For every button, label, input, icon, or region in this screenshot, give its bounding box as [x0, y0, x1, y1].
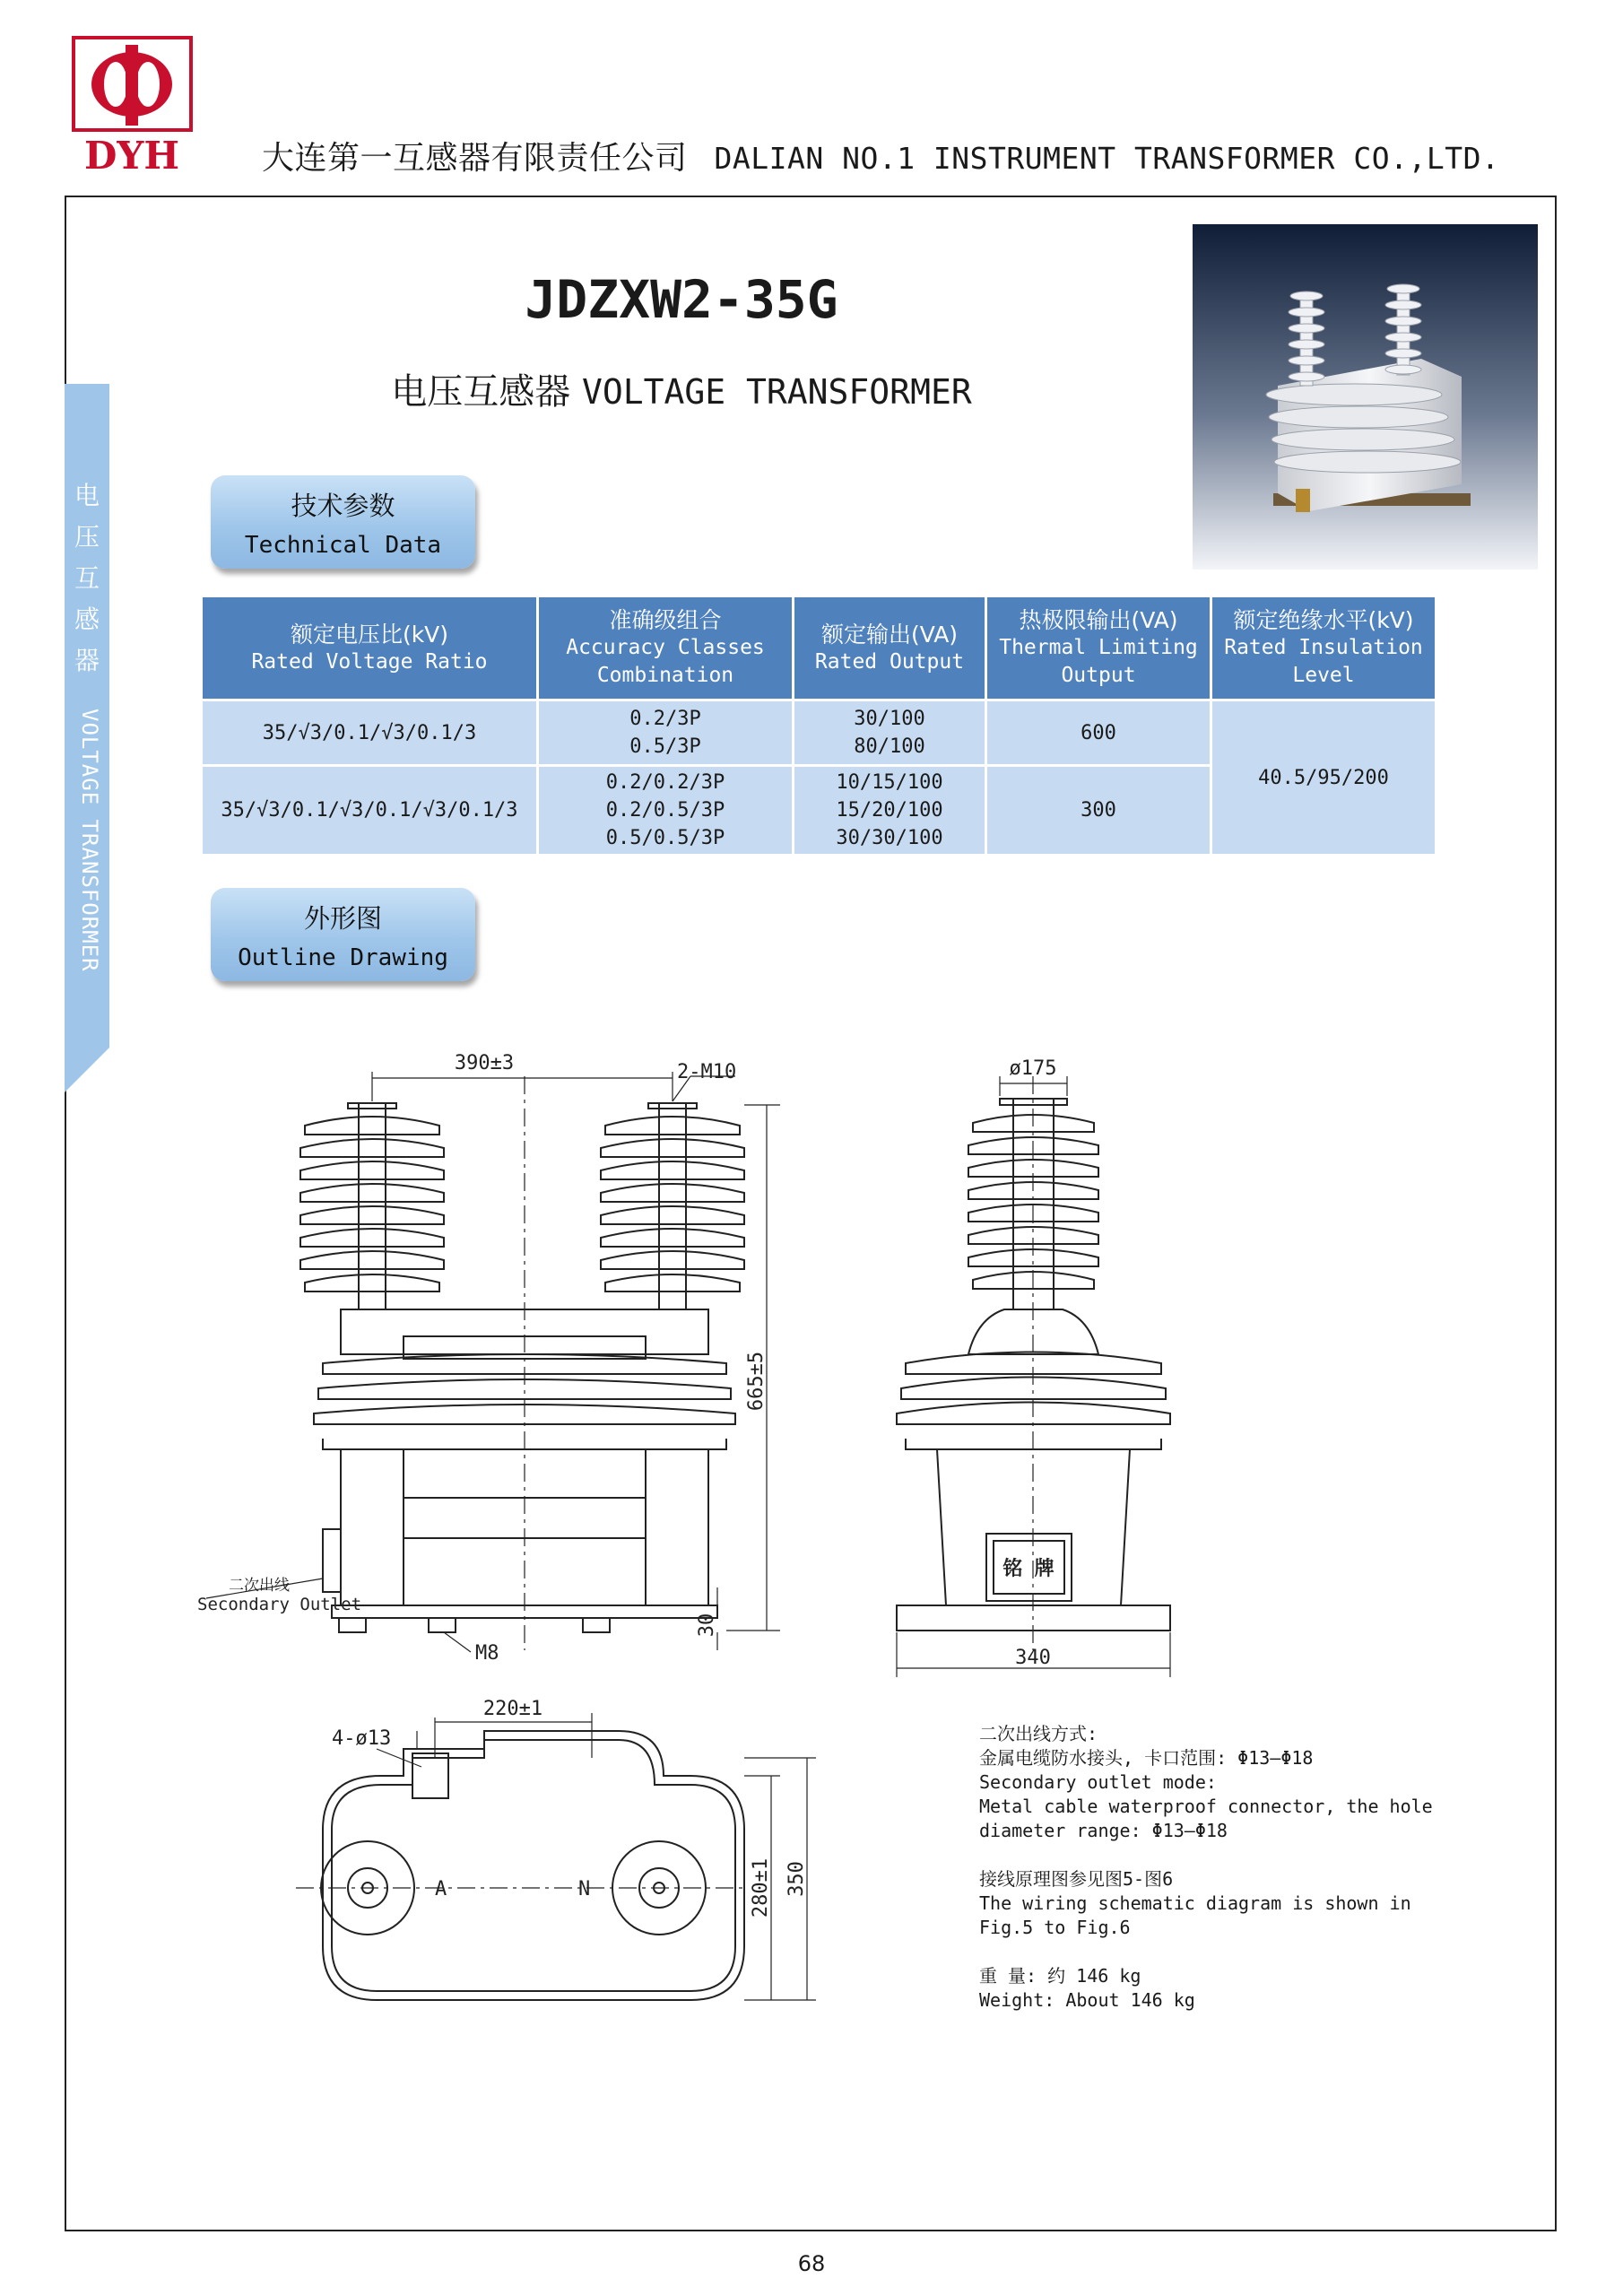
company-name-en: DALIAN NO.1 INSTRUMENT TRANSFORMER CO.,LTD. — [714, 141, 1500, 176]
secondary-outlet-cn: 二次出线 — [229, 1577, 290, 1595]
note-line: 接线原理图参见图5-图6 — [979, 1868, 1174, 1890]
cell-thermal: 600 — [987, 701, 1210, 764]
product-subtitle: 电压互感器 VOLTAGE TRANSFORMER — [391, 371, 972, 413]
nameplate-label: 铭 牌 — [1002, 1558, 1055, 1580]
dim-390: 390±3 — [454, 1052, 515, 1074]
note-line: The wiring schematic diagram is shown in — [979, 1892, 1411, 1914]
header-accuracy: 准确级组合 Accuracy Classes Combination — [539, 597, 792, 699]
svg-text:DYH: DYH — [83, 134, 180, 175]
dim-280: 280±1 — [750, 1857, 772, 1918]
dim-4holes: 4-ø13 — [332, 1727, 392, 1750]
technical-data-table — [200, 595, 1437, 857]
header-rated-output: 额定输出(VA) Rated Output — [794, 597, 985, 699]
dim-665: 665±5 — [745, 1351, 768, 1412]
dim-175: ø175 — [1009, 1057, 1057, 1080]
dim-340: 340 — [1015, 1647, 1051, 1669]
label-a: A — [435, 1878, 447, 1900]
note-line: 金属电缆防水接头, 卡口范围: Φ13—Φ18 — [979, 1747, 1314, 1769]
note-line: Metal cable waterproof connector, the hole — [979, 1796, 1433, 1817]
bottom-view — [296, 1713, 816, 2000]
cell-accuracy: 0.2/3P 0.5/3P — [539, 701, 792, 764]
header-voltage-ratio: 额定电压比(kV) Rated Voltage Ratio — [203, 597, 536, 699]
cell-ratio: 35/√3/0.1/√3/0.1/3 — [203, 701, 536, 764]
header-thermal-output: 热极限输出(VA) Thermal Limiting Output — [987, 597, 1210, 699]
secondary-outlet-en: Secondary Outlet — [197, 1595, 362, 1614]
dim-30: 30 — [696, 1613, 718, 1638]
company-name — [262, 133, 1499, 178]
dyh-logo — [72, 36, 193, 175]
table-row — [203, 701, 1435, 764]
note-line: 重 量: 约 146 kg — [979, 1965, 1141, 1987]
side-tab-cn: 电 压 互 感 器 — [74, 481, 100, 675]
technical-data-heading: 技术参数 Technical Data — [211, 475, 475, 569]
dim-2m10: 2-M10 — [677, 1061, 737, 1083]
table-header-row — [203, 597, 1435, 699]
cell-thermal: 300 — [987, 767, 1210, 854]
dim-350: 350 — [785, 1861, 808, 1897]
cell-output: 10/15/100 15/20/100 30/30/100 — [794, 767, 985, 854]
note-line: 二次出线方式: — [979, 1723, 1098, 1744]
note-line: diameter range: Φ13—Φ18 — [979, 1820, 1228, 1841]
cell-output: 30/100 80/100 — [794, 701, 985, 764]
note-line: Secondary outlet mode: — [979, 1771, 1217, 1793]
cell-accuracy: 0.2/0.2/3P 0.2/0.5/3P 0.5/0.5/3P — [539, 767, 792, 854]
dim-m8: M8 — [475, 1642, 499, 1665]
page-number: 68 — [797, 2251, 826, 2276]
cell-insulation: 40.5/95/200 — [1212, 701, 1435, 854]
cell-ratio: 35/√3/0.1/√3/0.1/√3/0.1/3 — [203, 767, 536, 854]
side-view — [897, 1076, 1170, 1677]
model-title: JDZXW2-35G — [525, 269, 838, 330]
side-tab-en: VOLTAGE TRANSFORMER — [77, 709, 102, 972]
note-line: Fig.5 to Fig.6 — [979, 1917, 1131, 1938]
note-line: Weight: About 146 kg — [979, 1989, 1195, 2011]
dim-220: 220±1 — [482, 1698, 543, 1720]
front-view — [206, 1072, 780, 1652]
label-n: N — [578, 1878, 591, 1900]
product-photo — [1193, 224, 1538, 570]
header-insulation: 额定绝缘水平(kV) Rated Insulation Level — [1212, 597, 1435, 699]
notes-block — [979, 1722, 1481, 2013]
outline-drawing-heading: 外形图 Outline Drawing — [211, 888, 475, 981]
company-name-cn: 大连第一互感器有限责任公司 — [262, 140, 688, 177]
